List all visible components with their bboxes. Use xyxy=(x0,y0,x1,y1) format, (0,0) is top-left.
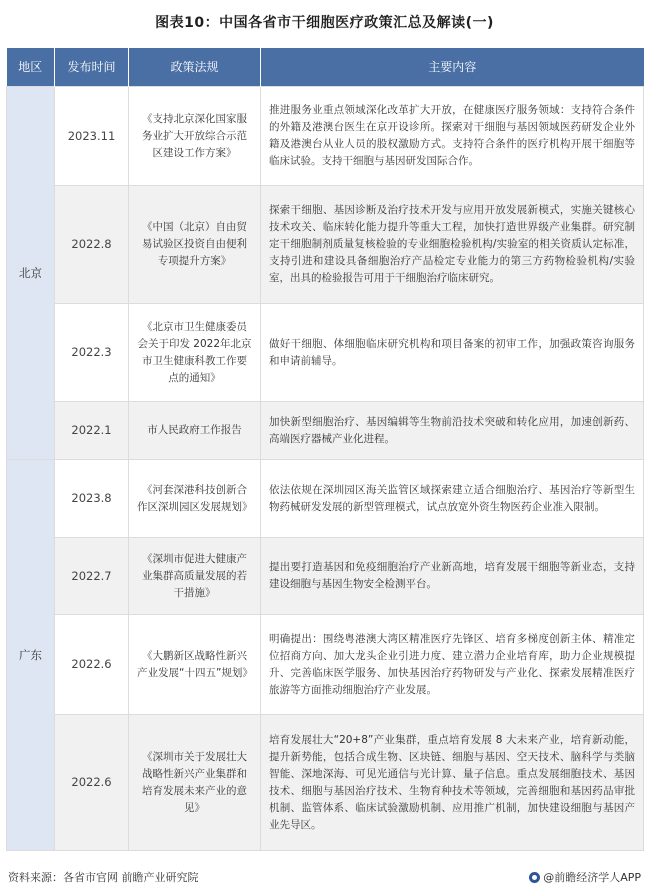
content-cell: 探索干细胞、基因诊断及治疗技术开发与应用开放发展新模式，实施关键核心技术攻关、临床转化能力提升等重大工程，加快打造世界级产业集群。研究制定干细胞制剂质量复核检验的专业细胞检验机构/实验室的相关资质认定标准，支持引进和建设具备细胞治疗产品检定专业能力的第三方药物检验机构/实验室，出具的检验报告可用于干细胞治疗临床研究。 xyxy=(261,186,644,304)
time-cell: 2022.8 xyxy=(55,186,129,304)
source-note: 资料来源：各省市官网 前瞻产业研究院 xyxy=(8,871,199,884)
policy-cell: 市人民政府工作报告 xyxy=(129,402,261,460)
header-content: 主要内容 xyxy=(261,48,644,87)
table-row xyxy=(7,304,644,402)
table-row xyxy=(7,460,644,538)
policy-cell: 《深圳市促进大健康产业集群高质量发展的若干措施》 xyxy=(129,538,261,615)
content-cell: 培育发展壮大“20+8”产业集群，重点培育发展 8 大未来产业，培育新动能，提升新势能，包括合成生物、区块链、细胞与基因、空天技术、脑科学与类脑智能、深地深海、可见光通信与光计算、量子信息。重点发展细胞技术、基因技术、细胞与基因治疗技术、生物育种技术等领域，完善细胞和基因药品审批机制、监管体系、临床试验激励机制、应用推广机制，加快建设细胞与基因产业先导区。 xyxy=(261,715,644,851)
content-cell: 依法依规在深圳园区海关监管区域探索建立适合细胞治疗、基因治疗等新型生物药械研发发展的新型管理模式，试点放宽外资生物医药企业准入限制。 xyxy=(261,460,644,538)
time-cell: 2022.1 xyxy=(55,402,129,460)
region-cell-guangdong: 广东 xyxy=(7,460,55,851)
time-cell: 2022.6 xyxy=(55,715,129,851)
content-cell: 做好干细胞、体细胞临床研究机构和项目备案的初审工作，加强政策咨询服务和申请前辅导。 xyxy=(261,304,644,402)
header-policy: 政策法规 xyxy=(129,48,261,87)
content-cell: 加快新型细胞治疗、基因编辑等生物前沿技术突破和转化应用，加速创新药、高端医疗器械产业化进程。 xyxy=(261,402,644,460)
policy-cell: 《大鹏新区战略性新兴产业发展“十四五”规划》 xyxy=(129,615,261,715)
content-cell: 提出要打造基因和免疫细胞治疗产业新高地，培育发展干细胞等新业态，支持建设细胞与基因生物安全检测平台。 xyxy=(261,538,644,615)
brand-text: @前瞻经济学人APP xyxy=(543,871,641,884)
table-header-row xyxy=(7,48,644,87)
table-row xyxy=(7,538,644,615)
policy-cell: 《河套深港科技创新合作区深圳园区发展规划》 xyxy=(129,460,261,538)
table-row xyxy=(7,715,644,851)
chart-title: 图表10：中国各省市干细胞医疗政策汇总及解读(一) xyxy=(155,15,494,31)
qianzhan-logo-icon xyxy=(529,872,540,883)
content-cell: 推进服务业重点领域深化改革扩大开放，在健康医疗服务领域：支持符合条件的外籍及港澳台医生在京开设诊所。探索对干细胞与基因领域医药研发企业外籍及港澳台从业人员的股权激励方式。支持符合条件的医疗机构开展干细胞等临床试验。支持干细胞与基因研发国际合作。 xyxy=(261,87,644,186)
table-row xyxy=(7,402,644,460)
content-cell: 明确提出：围绕粤港澳大湾区精准医疗先锋区、培育多梯度创新主体、精准定位招商方向、加大龙头企业引进力度、建立潜力企业培育库，助力企业规模提升、完善临床医学服务、加快基因治疗药物研发与产业化、探索发展精准医疗旅游等方面推动细胞治疗产业发展。 xyxy=(261,615,644,715)
brand-credit xyxy=(529,869,641,885)
footer xyxy=(0,866,649,888)
table-row xyxy=(7,87,644,186)
time-cell: 2022.7 xyxy=(55,538,129,615)
policy-cell: 《深圳市关于发展壮大战略性新兴产业集群和培育发展未来产业的意见》 xyxy=(129,715,261,851)
policy-cell: 《支持北京深化国家服务业扩大开放综合示范区建设工作方案》 xyxy=(129,87,261,186)
table-row xyxy=(7,186,644,304)
time-cell: 2023.11 xyxy=(55,87,129,186)
time-cell: 2022.3 xyxy=(55,304,129,402)
header-time: 发布时间 xyxy=(55,48,129,87)
region-cell-beijing: 北京 xyxy=(7,87,55,460)
policy-cell: 《北京市卫生健康委员会关于印发 2022年北京市卫生健康科教工作要点的通知》 xyxy=(129,304,261,402)
time-cell: 2022.6 xyxy=(55,615,129,715)
header-region: 地区 xyxy=(7,48,55,87)
policy-cell: 《中国（北京）自由贸易试验区投资自由便利专项提升方案》 xyxy=(129,186,261,304)
time-cell: 2023.8 xyxy=(55,460,129,538)
table-row xyxy=(7,615,644,715)
policy-table xyxy=(6,48,644,851)
